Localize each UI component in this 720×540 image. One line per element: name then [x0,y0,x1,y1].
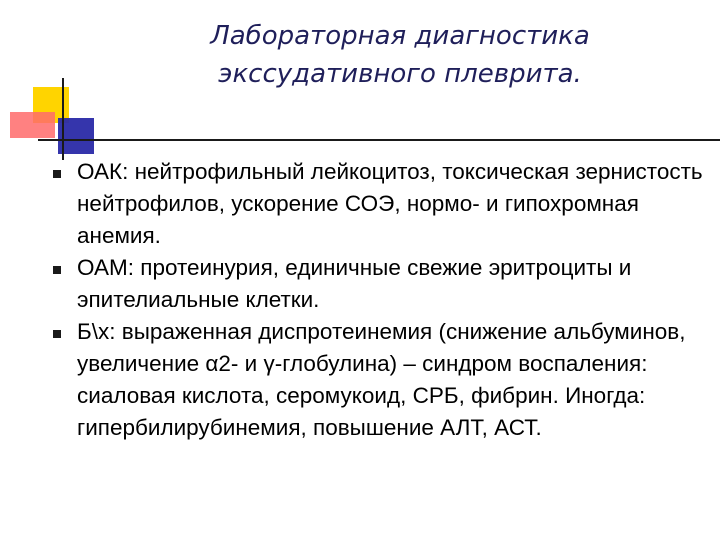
title-line-2: экссудативного плеврита. [218,59,582,89]
bullet-marker-icon [53,330,61,338]
red-square [10,112,55,138]
bullet-list [50,156,710,444]
bullet-marker-icon [53,266,61,274]
title-line-1: Лабораторная диагностика [210,21,590,51]
bullet-text: Б\х: выраженная диспротеинемия (снижение альбуминов, увеличение α2- и γ-глобулина) – синдром воспаления: сиаловая кислота, серомукоид, СРБ, фибрин. Иногда: гипербилирубинемия, повышение АЛТ, АСТ. [77,319,686,440]
bullet-marker-icon [53,170,61,178]
vertical-rule [62,78,64,160]
bullet-item-oak [50,156,710,252]
bullet-item-biochem [50,316,710,444]
slide-title [120,17,680,93]
bullet-text: ОАМ: протеинурия, единичные свежие эритроциты и эпителиальные клетки. [77,255,632,312]
title-divider [38,139,720,141]
bullet-item-oam [50,252,710,316]
bullet-text: ОАК: нейтрофильный лейкоцитоз, токсическая зернистость нейтрофилов, ускорение СОЭ, нормо- и гипохромная анемия. [77,159,703,248]
